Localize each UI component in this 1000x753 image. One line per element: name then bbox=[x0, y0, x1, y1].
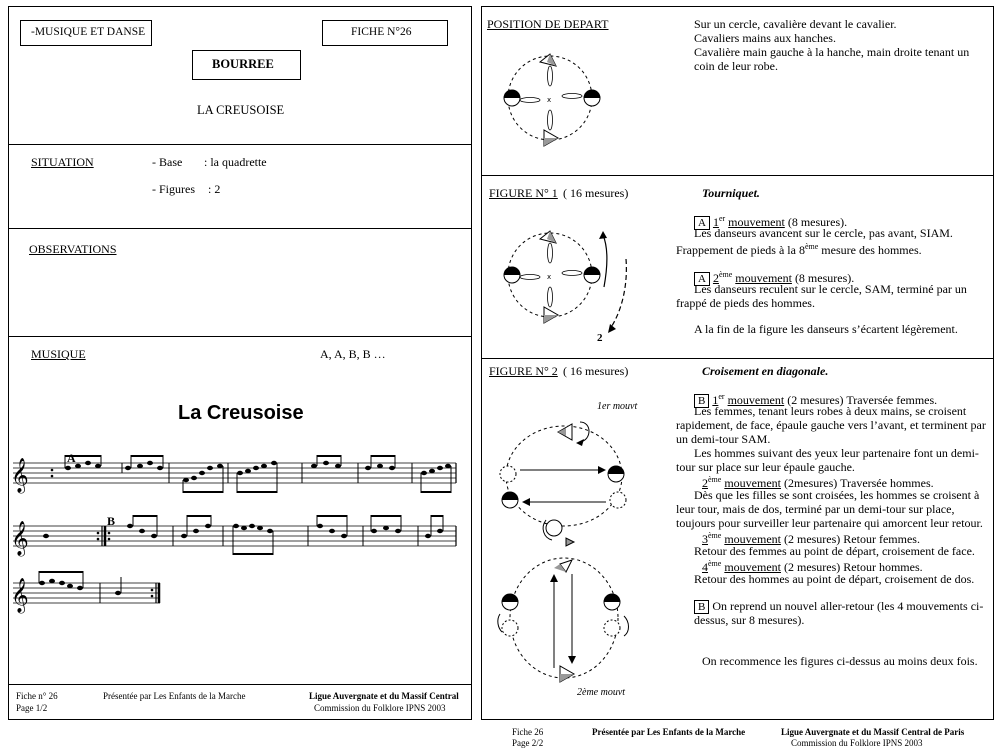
svg-text:x: x bbox=[547, 96, 552, 104]
figure2-line: Retour des hommes au point de départ, croisement de dos. bbox=[694, 572, 975, 586]
figure2-label-bottom: 2ème mouvt bbox=[577, 687, 626, 698]
position-line: Cavalière main gauche à la hanche, main droite tenant un bbox=[694, 45, 970, 59]
dance-subtitle: LA CREUSOISE bbox=[197, 103, 285, 117]
figures-label: - Figures bbox=[152, 182, 195, 196]
position-title: POSITION DE DEPART bbox=[487, 17, 609, 31]
figure2-line: un demi-tour SAM. bbox=[676, 432, 771, 446]
figure1-line-sup: ème bbox=[804, 242, 819, 251]
movement-label: mouvement bbox=[724, 476, 781, 490]
right-footer-fiche: Fiche 26 bbox=[512, 727, 544, 737]
movement-detail: (2mesures) Traversée hommes. bbox=[783, 476, 934, 490]
figure2-line: Les femmes, tenant leurs robes à deux mains, se croisent bbox=[694, 404, 967, 418]
base-label: - Base bbox=[152, 155, 183, 169]
figure1-line: Les danseurs reculent sur le cercle, SAM, terminé par un bbox=[694, 282, 967, 296]
movement-number: 2 bbox=[712, 271, 719, 285]
section-a-box: A bbox=[694, 216, 710, 230]
left-footer-league: Ligue Auvergnate et du Massif Central bbox=[309, 691, 459, 701]
left-footer-presented: Présentée par Les Enfants de la Marche bbox=[103, 691, 246, 701]
figure2-line: dessus, sur 8 mesures). bbox=[694, 613, 805, 627]
figure1-line bbox=[676, 240, 922, 258]
right-footer-commission: Commission du Folklore IPNS 2003 bbox=[791, 738, 923, 748]
section-divider bbox=[481, 358, 994, 359]
figure1-measures: ( 16 mesures) bbox=[563, 186, 629, 200]
musique-title: MUSIQUE bbox=[31, 347, 86, 361]
movement-number: 1 bbox=[712, 393, 719, 407]
movement-detail: (2 mesures) Retour hommes. bbox=[783, 560, 923, 574]
figure2-line: leur tour, mais de dos, terminé par un demi-tour sur place, bbox=[676, 502, 955, 516]
figure1-line-part: Frappement de pieds à la 8 bbox=[676, 243, 805, 257]
right-footer-presented: Présentée par Les Enfants de la Marche bbox=[592, 727, 746, 737]
section-b-box: B bbox=[694, 394, 709, 408]
figure2-title: FIGURE N° 2 bbox=[489, 364, 558, 378]
section-b-box: B bbox=[694, 600, 709, 614]
section-marker-b: B bbox=[107, 514, 116, 528]
figure2-diagram bbox=[496, 388, 656, 708]
movement-sup: ème bbox=[708, 475, 722, 484]
left-footer-page: Page 1/2 bbox=[16, 703, 48, 713]
starting-position-diagram bbox=[500, 48, 620, 158]
left-footer-fiche: Fiche n° 26 bbox=[16, 691, 58, 701]
footer-divider bbox=[8, 684, 472, 685]
svg-text:𝄞: 𝄞 bbox=[11, 521, 29, 556]
musique-form: A, A, B, B … bbox=[320, 347, 386, 361]
figure2-final: On recommence les figures ci-dessus au moins deux fois. bbox=[702, 654, 978, 668]
position-line: coin de leur robe. bbox=[694, 59, 778, 73]
movement-sup: ème bbox=[718, 270, 733, 279]
figure2-name: Croisement en diagonale. bbox=[702, 364, 829, 378]
movement-detail: (8 mesures). bbox=[787, 215, 848, 229]
movement-number: 4 bbox=[702, 560, 708, 574]
figure1-line: Les danseurs avancent sur le cercle, pas avant, SIAM. bbox=[694, 226, 953, 240]
repeat-text: On reprend un nouvel aller-retour (les 4 mouvements ci- bbox=[712, 599, 984, 613]
left-footer-commission: Commission du Folklore IPNS 2003 bbox=[314, 703, 446, 713]
svg-text:𝄞: 𝄞 bbox=[11, 578, 29, 613]
figure2-line: Retour des femmes au point de départ, croisement de face. bbox=[694, 544, 975, 558]
movement-number: 3 bbox=[702, 532, 708, 546]
movement-number: 1 bbox=[712, 215, 719, 229]
movement-label: mouvement bbox=[724, 560, 781, 574]
movement-sup: er bbox=[718, 214, 726, 223]
figure1-arrow-label: 2 bbox=[597, 332, 603, 344]
section-marker-a: A bbox=[67, 451, 76, 465]
svg-text:x: x bbox=[547, 273, 552, 281]
fiche-number-label: FICHE N°26 bbox=[351, 26, 412, 38]
figure2-line: tour sur place sur leur épaule gauche. bbox=[676, 460, 855, 474]
movement-sup: ème bbox=[708, 559, 722, 568]
figure1-line: frappé de pieds des hommes. bbox=[676, 296, 815, 310]
section-divider bbox=[8, 228, 472, 229]
right-footer-page: Page 2/2 bbox=[512, 738, 544, 748]
right-footer-league: Ligue Auvergnate et du Massif Central de Paris bbox=[781, 727, 965, 737]
movement-sup: er bbox=[718, 392, 725, 401]
movement-sup: ème bbox=[708, 531, 722, 540]
section-a-box: A bbox=[694, 272, 710, 286]
figures-value: : 2 bbox=[208, 182, 221, 196]
figure2-label-top: 1er mouvt bbox=[597, 401, 638, 412]
movement-detail: (2 mesures) Traversée femmes. bbox=[787, 393, 938, 407]
movement-number: 2 bbox=[702, 476, 708, 490]
category-label: -MUSIQUE ET DANSE bbox=[31, 26, 146, 38]
figure1-title: FIGURE N° 1 bbox=[489, 186, 558, 200]
movement-detail: (8 mesures). bbox=[794, 271, 855, 285]
figure1-diagram bbox=[500, 225, 640, 345]
music-score bbox=[8, 455, 472, 615]
base-value: : la quadrette bbox=[204, 155, 267, 169]
figure2-line: Les hommes suivant des yeux leur partenaire font un demi- bbox=[694, 446, 979, 460]
figure2-measures: ( 16 mesures) bbox=[563, 364, 629, 378]
movement-label: mouvement bbox=[724, 532, 781, 546]
figure1-name: Tourniquet. bbox=[702, 186, 760, 200]
svg-text:𝄞: 𝄞 bbox=[11, 458, 29, 493]
figure2-line: toujours pour surveiller leur partenaire qui amorcent leur retour. bbox=[676, 516, 983, 530]
figure1-end: A la fin de la figure les danseurs s’écartent légèrement. bbox=[694, 322, 958, 336]
position-line: Sur un cercle, cavalière devant le cavalier. bbox=[694, 17, 897, 31]
section-divider bbox=[8, 144, 472, 145]
movement-label: mouvement bbox=[728, 215, 785, 229]
figure2-line: rapidement, de face, épaule gauche vers l’avant, et terminent par bbox=[676, 418, 986, 432]
movement-detail: (2 mesures) Retour femmes. bbox=[783, 532, 920, 546]
position-line: Cavaliers mains aux hanches. bbox=[694, 31, 836, 45]
figure2-line: Dès que les filles se sont croisées, les hommes se croisent à bbox=[694, 488, 980, 502]
section-divider bbox=[8, 336, 472, 337]
section-divider bbox=[481, 175, 994, 176]
dance-name: BOURREE bbox=[212, 57, 274, 71]
tune-title: La Creusoise bbox=[178, 402, 304, 424]
movement-label: mouvement bbox=[727, 393, 785, 407]
movement-label: mouvement bbox=[735, 271, 792, 285]
situation-title: SITUATION bbox=[31, 155, 94, 169]
figure1-line-part: mesure des hommes. bbox=[818, 243, 922, 257]
observations-title: OBSERVATIONS bbox=[29, 242, 117, 256]
